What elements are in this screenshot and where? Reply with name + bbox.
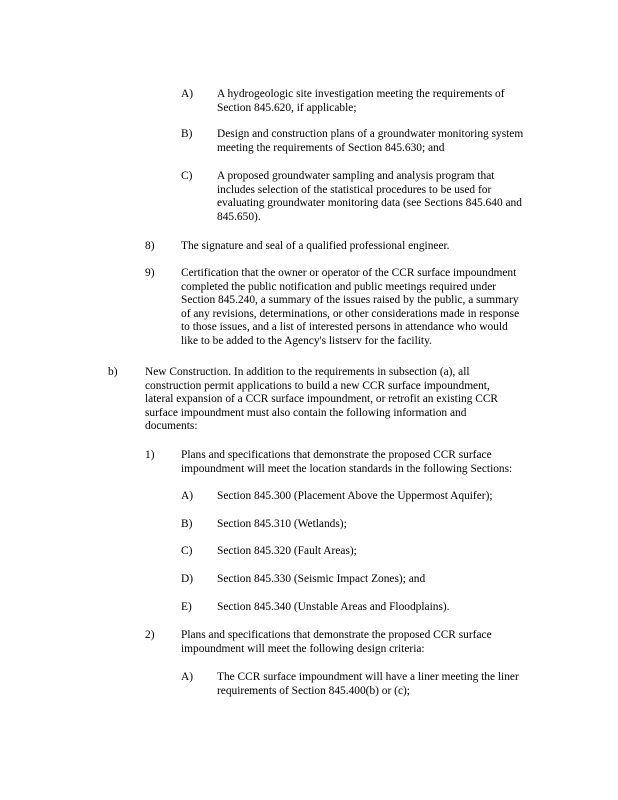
clause-line: Section 845.340 (Unstable Areas and Floodplains). [217,601,450,613]
clause-label: B) [181,518,193,530]
clause-line: includes selection of the statistical procedures to be used for [217,183,492,196]
subsection-line: construction permit applications to build a new CCR surface impoundment, [145,379,490,392]
clause-line: Section 845.330 (Seismic Impact Zones); and [217,573,426,585]
clause-text [217,490,493,504]
clause-line: Section 845.620, if applicable; [217,101,357,114]
clause-line: Section 845.320 (Fault Areas); [217,545,357,557]
clause-line: Design and construction plans of a groundwater monitoring system [217,128,524,140]
clause-text [217,518,347,532]
clause-line: impoundment will meet the following design criteria: [181,642,425,655]
clause-line: requirements of Section 845.400(b) or (c); [217,684,410,697]
clause-line: Section 845.310 (Wetlands); [217,518,347,530]
clause-text [181,240,450,254]
clause-line: A hydrogeologic site investigation meeting the requirements of [217,88,505,100]
clause-label: B) [181,128,193,140]
clause-label: 9) [145,267,155,279]
clause-line: A proposed groundwater sampling and analysis program that [217,170,495,182]
clause-label: A) [181,490,194,502]
clause-label: 2) [145,629,155,641]
clause-line: like to be added to the Agency's listserv for the facility. [181,334,432,347]
clause-text [217,170,522,224]
clause-line: Plans and specifications that demonstrate the proposed CCR surface [181,629,492,641]
subsection-line: lateral expansion of a CCR surface impoundment, or retrofit an existing CCR [145,393,499,406]
clause-label: 8) [145,240,155,252]
clause-line: Section 845.240, a summary of the issues raised by the public, a summary [181,294,519,307]
clause-text [217,671,519,698]
subsection-line: documents: [145,420,198,433]
clause-label: E) [181,601,192,613]
clause-text [217,601,450,615]
clause-line: evaluating groundwater monitoring data (see Sections 845.640 and [217,197,522,210]
clause-line: 845.650). [217,210,261,223]
clause-line: of any revisions, determinations, or other considerations made in response [181,307,520,320]
clause-text [181,267,519,349]
clause-text [217,128,523,155]
clause-line: completed the public notification and public meetings required under [181,280,497,293]
subsection-line: New Construction. In addition to the requirements in subsection (a), all [145,366,470,378]
clause-line: Plans and specifications that demonstrate the proposed CCR surface [181,449,492,461]
clause-line: The CCR surface impoundment will have a liner meeting the liner [217,671,519,683]
clause-line: meeting the requirements of Section 845.630; and [217,141,445,154]
clause-label: C) [181,170,193,182]
clause-text [217,545,357,559]
clause-text [217,88,505,115]
clause-line: Certification that the owner or operator of the CCR surface impoundment [181,267,517,279]
subsection-line: surface impoundment must also contain the following information and [145,406,467,419]
clause-text [181,449,512,476]
clause-line: Section 845.300 (Placement Above the Uppermost Aquifer); [217,490,493,502]
clause-text [217,573,425,587]
clause-line: to those issues, and a list of interested persons in attendance who would [181,321,508,334]
subsection-text [145,366,498,434]
clause-label: C) [181,545,193,557]
clause-line: The signature and seal of a qualified professional engineer. [181,240,450,252]
clause-line: impoundment will meet the location standards in the following Sections: [181,462,513,475]
clause-label: A) [181,671,194,683]
clause-text [181,629,492,656]
clause-label: D) [181,573,194,585]
subsection-label: b) [108,366,118,378]
clause-label: 1) [145,449,155,461]
clause-label: A) [181,88,194,100]
